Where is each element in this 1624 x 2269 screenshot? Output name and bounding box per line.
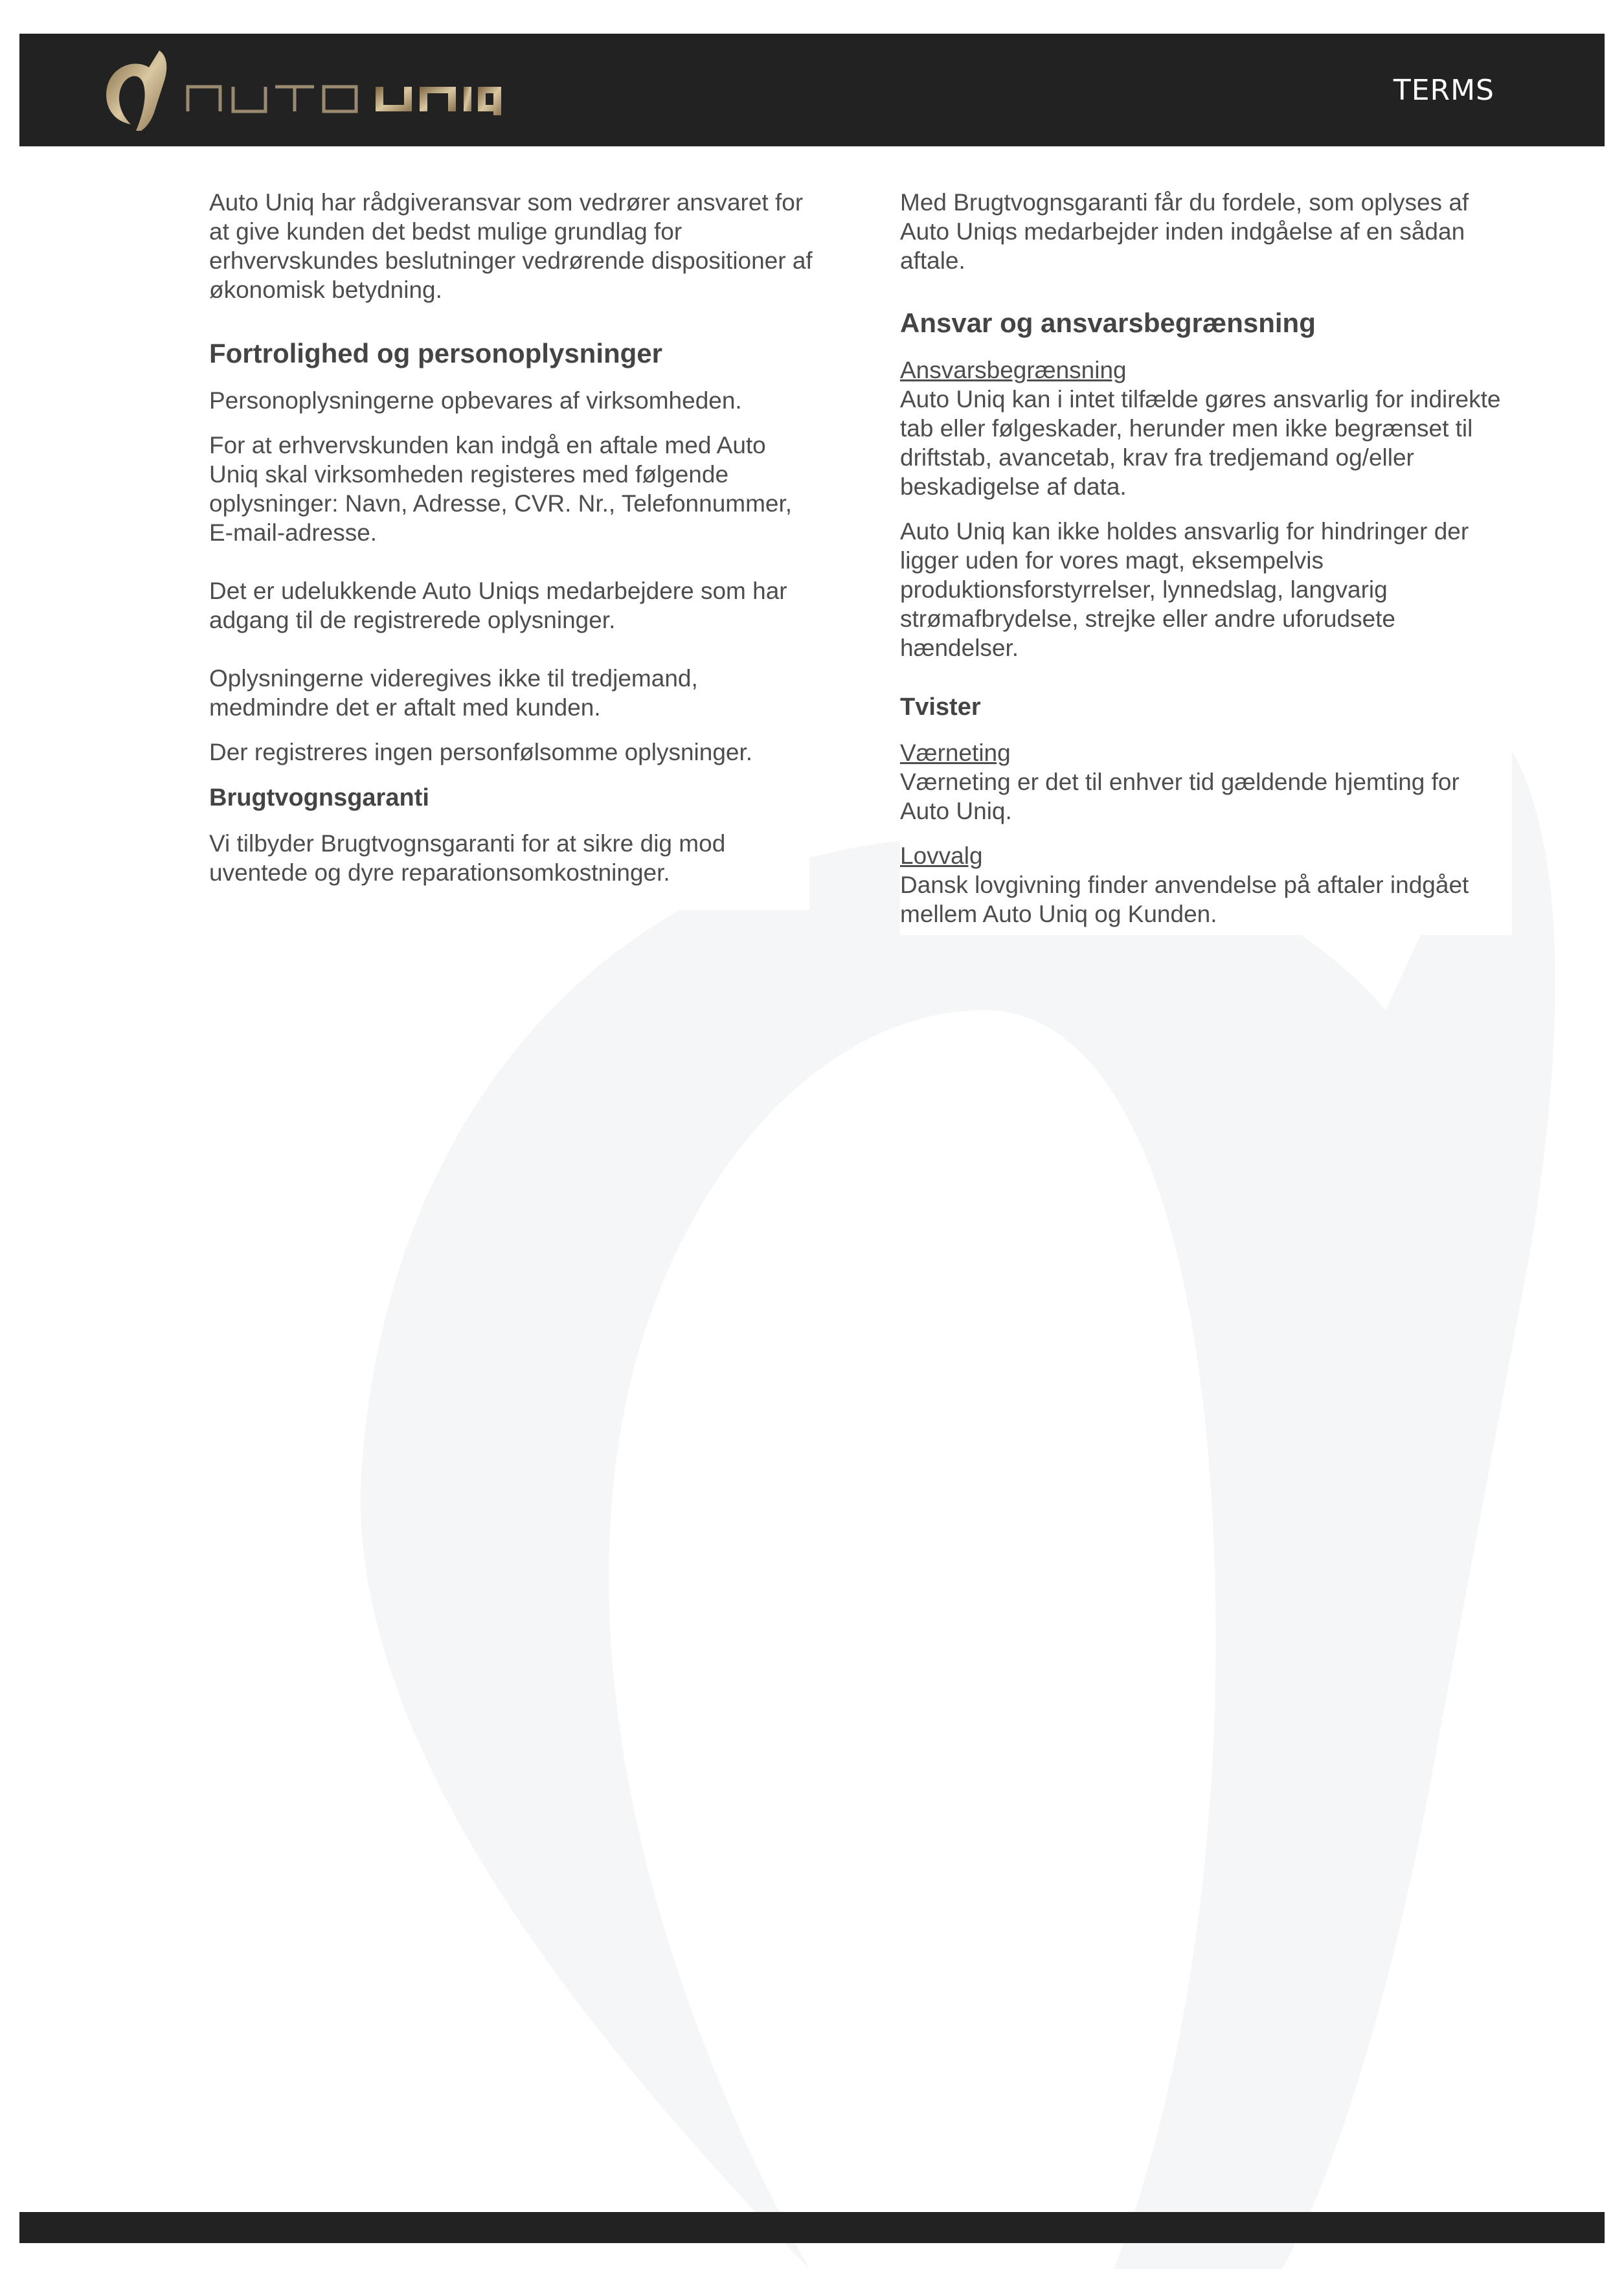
auto-uniq-logo-icon <box>91 48 505 132</box>
liability-subheading: Ansvarsbegrænsning <box>900 357 1127 383</box>
law-subheading: Lovvalg <box>900 842 983 869</box>
warranty-heading: Brugtvognsgaranti <box>209 784 429 811</box>
venue-paragraph: Værneting er det til enhver tid gældende hjemting for Auto Uniq. <box>900 769 1460 824</box>
privacy-paragraph-5: Der registreres ingen personfølsomme oplysninger. <box>209 739 753 765</box>
venue-block <box>900 738 1512 826</box>
privacy-heading: Fortrolighed og personoplysninger <box>209 338 663 368</box>
footer-bar <box>19 2212 1605 2243</box>
right-column <box>900 188 1512 935</box>
liability-paragraph-1: Auto Uniq kan i intet tilfælde gøres ansvarlig for indirekte tab eller følgeskader, herunder men ikke begrænset til driftstab, avancetab, krav fra tredjemand og/eller beskadigelse af data. <box>900 386 1501 500</box>
page-title: TERMS <box>1393 74 1494 107</box>
privacy-paragraph-2: For at erhvervskunden kan indgå en aftale med Auto Uniq skal virksomheden registeres med følgende oplysninger: Navn, Adresse, CVR. Nr., Telefonnummer, E-mail-adresse. <box>209 432 793 546</box>
liability-paragraph-2: Auto Uniq kan ikke holdes ansvarlig for hindringer der ligger uden for vores magt, eksempelvis produktionsforstyrrelser, lynnedslag, langvarig strømafbrydelse, strejke eller andre uforudsete hændelser. <box>900 518 1469 661</box>
law-block <box>900 841 1512 929</box>
venue-subheading: Værneting <box>900 739 1011 766</box>
intro-paragraph: Auto Uniq har rådgiveransvar som vedrører ansvaret for at give kunden det bedst mulige grundlag for erhvervskundes beslutninger vedrørende dispositioner af økonomisk betydning. <box>209 189 813 303</box>
law-paragraph: Dansk lovgivning finder anvendelse på aftaler indgået mellem Auto Uniq og Kunden. <box>900 872 1469 927</box>
privacy-paragraph-3: Det er udelukkende Auto Uniqs medarbejdere som har adgang til de registrerede oplysninger. <box>209 578 787 633</box>
warranty-paragraph-1: Vi tilbyder Brugtvognsgaranti for at sikre dig mod uventede og dyre reparationsomkostninger. <box>209 830 726 886</box>
header-bar <box>19 34 1605 146</box>
privacy-paragraph-4: Oplysningerne videregives ikke til tredjemand, medmindre det er aftalt med kunden. <box>209 665 698 721</box>
warranty-paragraph-2: Med Brugtvognsgaranti får du fordele, som oplyses af Auto Uniqs medarbejder inden indgåelse af en sådan aftale. <box>900 189 1469 274</box>
left-column <box>209 188 818 887</box>
disputes-heading: Tvister <box>900 694 981 721</box>
liability-block <box>900 356 1512 501</box>
privacy-paragraph-1: Personoplysningerne opbevares af virksomheden. <box>209 387 742 414</box>
liability-heading: Ansvar og ansvarsbegrænsning <box>900 308 1316 338</box>
